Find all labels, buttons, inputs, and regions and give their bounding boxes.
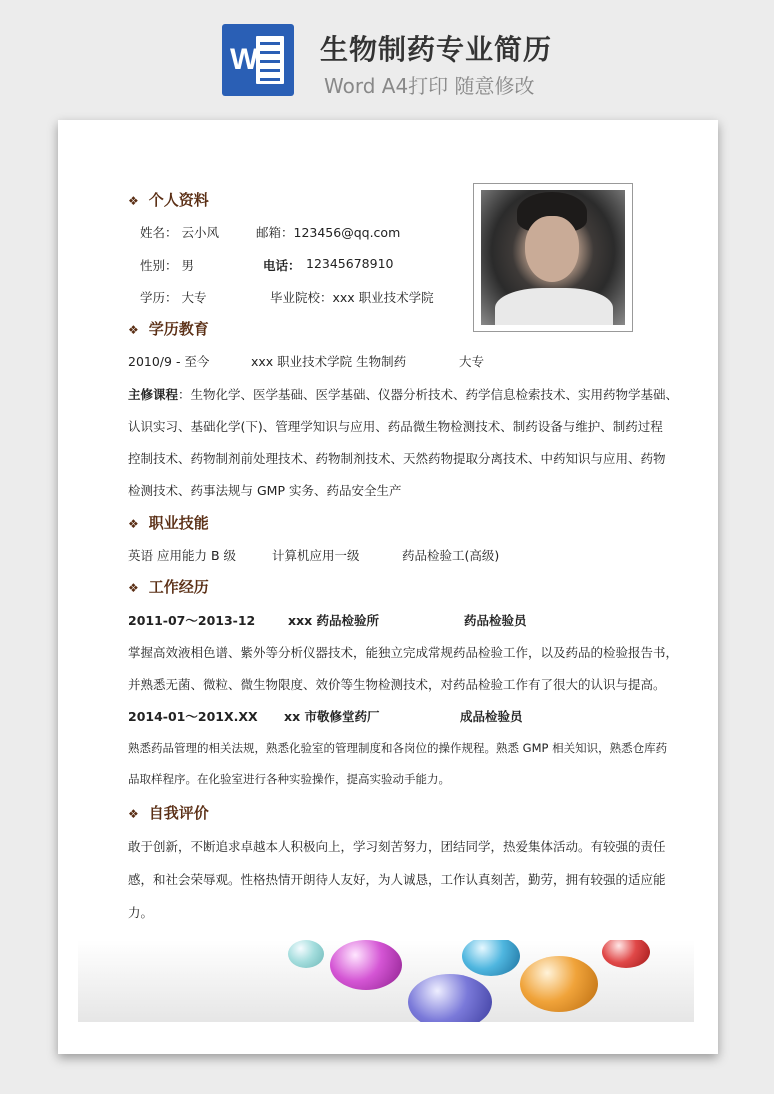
self-line1: 敢于创新，不断追求卓越本人积极向上，学习刻苦努力，团结同学，热爱集体活动。有较强的责任 — [128, 839, 666, 854]
ball-red — [602, 940, 650, 968]
education-courses-line2: 认识实习、基础化学(下)、管理学知识与应用、药品微生物检测技术、制药设备与维护、制药过程 — [128, 419, 663, 434]
education-school: xxx 职业技术学院 生物制药 — [251, 354, 407, 369]
profile-photo — [481, 190, 625, 325]
self-line2: 感，和社会荣辱观。性格热情开朗待人友好，为人诚恳，工作认真刻苦，勤劳，拥有较强的适应能 — [128, 872, 666, 887]
section-work-label: 工作经历 — [148, 578, 209, 596]
bullet-icon: ❖ — [128, 323, 139, 337]
self-line3: 力。 — [128, 905, 154, 920]
banner-subtitle: Word A4打印 随意修改 — [324, 74, 535, 98]
section-self — [128, 802, 209, 823]
profile-photo-frame — [473, 183, 633, 332]
work-1-period: 2011-07～2013-12 — [128, 613, 256, 628]
ball-blue — [462, 940, 520, 976]
banner-title: 生物制药专业简历 — [320, 33, 553, 66]
work-1-line1: 掌握高效液相色谱、紫外等分析仪器技术，能独立完成常规药品检验工作，以及药品的检验报告书， — [128, 645, 679, 660]
section-personal — [128, 189, 209, 210]
section-work — [128, 576, 209, 597]
footer-decoration — [78, 940, 694, 1022]
section-self-label: 自我评价 — [148, 804, 209, 822]
section-education — [128, 318, 209, 339]
education-period: 2010/9 - 至今 — [128, 354, 210, 369]
ball-orange — [520, 956, 598, 1012]
personal-degree: 学历： 大专 — [140, 290, 207, 305]
work-1-company: xxx 药品检验所 — [288, 613, 380, 628]
bullet-icon: ❖ — [128, 581, 139, 595]
work-1-line2: 并熟悉无菌、微粒、微生物限度、效价等生物检测技术，对药品检验工作有了很大的认识与提高。 — [128, 677, 666, 692]
bullet-icon: ❖ — [128, 194, 139, 208]
personal-phone: 12345678910 — [306, 256, 394, 271]
ball-magenta — [330, 940, 402, 990]
section-personal-label: 个人资料 — [148, 191, 209, 209]
personal-phone-label: 电话： — [263, 258, 301, 273]
personal-email: 邮箱：123456@qq.com — [256, 225, 401, 240]
ball-teal-small — [288, 940, 324, 968]
courses-label: 主修课程 — [128, 387, 179, 402]
personal-school: 毕业院校：xxx 职业技术学院 — [270, 290, 434, 305]
section-skills-label: 职业技能 — [148, 514, 209, 532]
skill-2: 计算机应用一级 — [272, 548, 360, 563]
courses-text1: ：生物化学、医学基础、医学基础、仪器分析技术、药学信息检索技术、实用药物学基础、 — [178, 387, 679, 402]
resume-sheet — [58, 120, 718, 1054]
work-1-title: 药品检验员 — [464, 613, 527, 628]
work-2-company: xx 市敬修堂药厂 — [284, 709, 380, 724]
skill-3: 药品检验工(高级) — [402, 548, 500, 563]
education-courses-line1 — [128, 385, 678, 403]
work-2-period: 2014-01～201X.XX — [128, 709, 258, 724]
skill-1: 英语 应用能力 B 级 — [128, 548, 236, 563]
photo-face — [525, 216, 579, 282]
section-education-label: 学历教育 — [148, 320, 209, 338]
education-courses-line4: 检测技术、药事法规与 GMP 实务、药品安全生产 — [128, 483, 402, 498]
bullet-icon: ❖ — [128, 517, 139, 531]
education-courses-line3: 控制技术、药物制剂前处理技术、药物制剂技术、天然药物提取分离技术、中药知识与应用、药物 — [128, 451, 666, 466]
education-level: 大专 — [459, 354, 485, 369]
work-2-title: 成品检验员 — [460, 709, 523, 724]
word-logo-letter: W — [230, 43, 259, 76]
word-icon — [222, 24, 294, 96]
banner — [0, 0, 774, 110]
ball-purple — [408, 974, 492, 1022]
personal-name: 姓名： 云小风 — [140, 225, 219, 240]
photo-shirt — [495, 288, 613, 325]
work-2-line1: 熟悉药品管理的相关法规，熟悉化验室的管理制度和各岗位的操作规程。熟悉 GMP 相关知识，熟悉仓库药 — [128, 741, 668, 755]
section-skills — [128, 512, 209, 533]
work-2-line2: 品取样程序。在化验室进行各种实验操作，提高实验动手能力。 — [128, 772, 450, 786]
bullet-icon: ❖ — [128, 807, 139, 821]
personal-gender: 性别： 男 — [140, 258, 194, 273]
